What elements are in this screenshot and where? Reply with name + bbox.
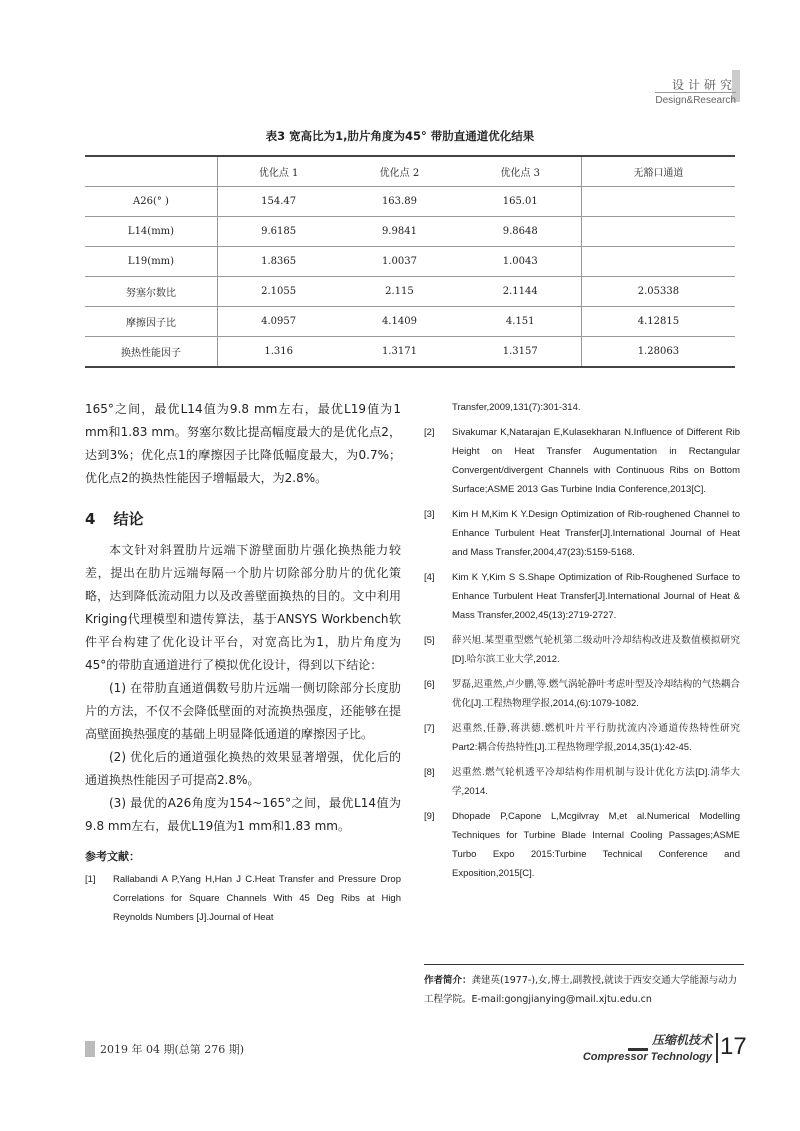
table-cell: L14(mm) bbox=[85, 217, 218, 247]
reference-text: 迟重然.燃气轮机透平冷却结构作用机制与设计优化方法[D].清华大学,2014. bbox=[452, 767, 740, 797]
reference-text: Sivakumar K,Natarajan E,Kulasekharan N.Influence of Different Rib Height on Heat Transfer Augumentation in Rectangular Convergent/divergent Channels with Continuous Ribs on Bottom Surface;ASME 2013 Gas Turbine India Conference,2013[C]. bbox=[452, 427, 740, 495]
table-cell bbox=[581, 247, 735, 277]
reference-number: [7] bbox=[424, 723, 435, 734]
table-cell: 4.1409 bbox=[339, 307, 459, 337]
reference-text: Rallabandi A P,Yang H,Han J C.Heat Transfer and Pressure Drop Correlations for Square Channels With 45 Deg Ribs at High Reynolds Numbers [J].Journal of Heat bbox=[113, 874, 401, 923]
table-cell: 4.151 bbox=[460, 307, 582, 337]
table-cell: 1.316 bbox=[218, 337, 340, 368]
table-cell: 1.3157 bbox=[460, 337, 582, 368]
table-cell: 2.1055 bbox=[218, 277, 340, 307]
reference-number: [3] bbox=[424, 509, 435, 520]
footer-issue: 2019 年 04 期(总第 276 期) bbox=[100, 1043, 245, 1056]
reference-text: Dhopade P,Capone L,Mcgilvray M,et al.Numerical Modelling Techniques for Turbine Blade Internal Cooling Passages;ASME Turbo Expo 2015:Turbine Technical Conference and Exposition,2015[C]. bbox=[452, 811, 740, 879]
table-row bbox=[85, 187, 735, 217]
table-cell: 1.0043 bbox=[460, 247, 582, 277]
header-section-cn: 设计研究 bbox=[671, 78, 736, 92]
reference-item bbox=[85, 870, 401, 927]
reference-text: 迟重然,任静,蒋洪德.燃机叶片平行肋扰流内冷通道传热特性研究Part2:耦合传热特性[J].工程热物理学报,2014,35(1):42-45. bbox=[452, 723, 740, 753]
journal-logo-en: Compressor Technology bbox=[582, 1051, 712, 1063]
author-note bbox=[424, 964, 744, 1009]
paragraph: 165°之间，最优L14值为9.8 mm左右，最优L19值为1 mm和1.83 mm。努塞尔数比提高幅度最大的是优化点2，达到3%；优化点1的摩擦因子比降低幅度最大，为0.7%；优化点2的换热性能因子增幅最大，为2.8%。 bbox=[85, 402, 401, 485]
table-cell: 9.8648 bbox=[460, 217, 582, 247]
reference-number: [8] bbox=[424, 767, 435, 778]
table-header-row bbox=[85, 156, 735, 187]
paragraph: 本文针对斜置肋片远端下游壁面肋片强化换热能力较差，提出在肋片远端每隔一个肋片切除部分肋片的优化策略，达到降低流动阻力以及改善壁面换热的目的。文中利用Kriging代理模型和遗传算法，基于ANSYS Workbench软件平台构建了优化设计平台，对宽高比为1，肋片角度为45°的带肋直通道进行了模拟优化设计，得到以下结论： bbox=[85, 543, 401, 672]
table-cell: 1.3171 bbox=[339, 337, 459, 368]
table-cell: 9.9841 bbox=[339, 217, 459, 247]
table-header-cell: 优化点 3 bbox=[460, 156, 582, 187]
paragraph: (1) 在带肋直通道偶数号肋片远端一侧切除部分长度肋片的方法，不仅不会降低壁面的对流换热强度，还能够在提高壁面换热强度的基础上明显降低通道的摩擦因子比。 bbox=[85, 681, 401, 741]
reference-item bbox=[424, 807, 740, 883]
table-row bbox=[85, 337, 735, 368]
section-title: 结论 bbox=[113, 510, 144, 528]
reference-number: [4] bbox=[424, 572, 435, 583]
reference-item bbox=[424, 631, 740, 669]
references-heading: 参考文献： bbox=[85, 850, 140, 863]
table-caption: 表3 宽高比为1,肋片角度为45° 带肋直通道优化结果 bbox=[265, 129, 535, 143]
reference-text: Kim H M,Kim K Y.Design Optimization of Rib-roughened Channel to Enhance Turbulent Heat Transfer[J].International Journal of Heat and Mass Transfer,2004,47(23):5159-5168. bbox=[452, 509, 740, 558]
reference-text: Transfer,2009,131(7):301-314. bbox=[452, 402, 581, 413]
page-number: 17 bbox=[720, 1033, 747, 1060]
reference-number: [5] bbox=[424, 635, 435, 646]
journal-logo-cn: 压缩机技术 bbox=[651, 1033, 712, 1047]
table-cell: 165.01 bbox=[460, 187, 582, 217]
table-cell: 4.0957 bbox=[218, 307, 340, 337]
table-cell: 摩擦因子比 bbox=[85, 307, 218, 337]
table-row bbox=[85, 217, 735, 247]
table-cell: 1.0037 bbox=[339, 247, 459, 277]
author-label: 作者简介： bbox=[424, 975, 472, 986]
reference-item bbox=[424, 675, 740, 713]
section-heading bbox=[85, 508, 401, 529]
table-cell bbox=[581, 217, 735, 247]
table-header-cell: 优化点 1 bbox=[218, 156, 340, 187]
reference-item bbox=[424, 505, 740, 562]
reference-text: Kim K Y,Kim S S.Shape Optimization of Rib-Roughened Surface to Enhance Turbulent Heat Transfer[J].International Journal of Heat & Mass Transfer,2002,45(13):2719-2727. bbox=[452, 572, 740, 621]
table-cell: 163.89 bbox=[339, 187, 459, 217]
paragraph: (3) 最优的A26角度为154~165°之间，最优L14值为9.8 mm左右，最优L19值为1 mm和1.83 mm。 bbox=[85, 796, 401, 833]
table-cell: 154.47 bbox=[218, 187, 340, 217]
table-row bbox=[85, 247, 735, 277]
footer-separator bbox=[716, 1033, 718, 1063]
table-cell: 2.05338 bbox=[581, 277, 735, 307]
reference-item bbox=[424, 719, 740, 757]
author-text: 龚建英(1977-),女,博士,副教授,就读于西安交通大学能源与动力工程学院。E-mail:gongjianying@mail.xjtu.edu.cn bbox=[424, 975, 738, 1005]
footer-marker bbox=[85, 1041, 95, 1057]
reference-number: [9] bbox=[424, 811, 435, 822]
table-row bbox=[85, 277, 735, 307]
reference-text: 薛兴旭.某型重型燃气轮机第二级动叶冷却结构改进及数值模拟研究[D].哈尔滨工业大学,2012. bbox=[452, 635, 740, 665]
table-cell: 2.1144 bbox=[460, 277, 582, 307]
header-section-en: Design&Research bbox=[655, 92, 736, 106]
right-column bbox=[424, 398, 740, 889]
reference-item bbox=[424, 568, 740, 625]
reference-number: [2] bbox=[424, 427, 435, 438]
table-cell: 4.12815 bbox=[581, 307, 735, 337]
table-header-cell bbox=[85, 156, 218, 187]
table-cell: L19(mm) bbox=[85, 247, 218, 277]
reference-item bbox=[424, 763, 740, 801]
paragraph: (2) 优化后的通道强化换热的效果显著增强，优化后的通道换热性能因子可提高2.8%。 bbox=[85, 750, 401, 787]
table-header-cell: 无豁口通道 bbox=[581, 156, 735, 187]
table-cell: 9.6185 bbox=[218, 217, 340, 247]
reference-list bbox=[424, 423, 740, 883]
table-cell: 努塞尔数比 bbox=[85, 277, 218, 307]
table-cell: A26(° ) bbox=[85, 187, 218, 217]
table-cell: 1.8365 bbox=[218, 247, 340, 277]
table-cell: 2.115 bbox=[339, 277, 459, 307]
section-number: 4 bbox=[85, 510, 96, 528]
journal-logo bbox=[582, 1030, 716, 1064]
reference-text: 罗磊,迟重然,卢少鹏,等.燃气涡轮静叶考虑叶型及冷却结构的气热耦合优化[J].工程热物理学报,2014,(6):1079-1082. bbox=[452, 679, 740, 709]
reference-number: [6] bbox=[424, 679, 435, 690]
table-cell: 1.28063 bbox=[581, 337, 735, 368]
table-row bbox=[85, 307, 735, 337]
results-table bbox=[85, 155, 735, 368]
table-cell: 换热性能因子 bbox=[85, 337, 218, 368]
reference-number: [1] bbox=[85, 874, 96, 885]
table-header-cell: 优化点 2 bbox=[339, 156, 459, 187]
table-cell bbox=[581, 187, 735, 217]
left-column bbox=[85, 398, 401, 933]
reference-item bbox=[424, 398, 740, 417]
reference-item bbox=[424, 423, 740, 499]
